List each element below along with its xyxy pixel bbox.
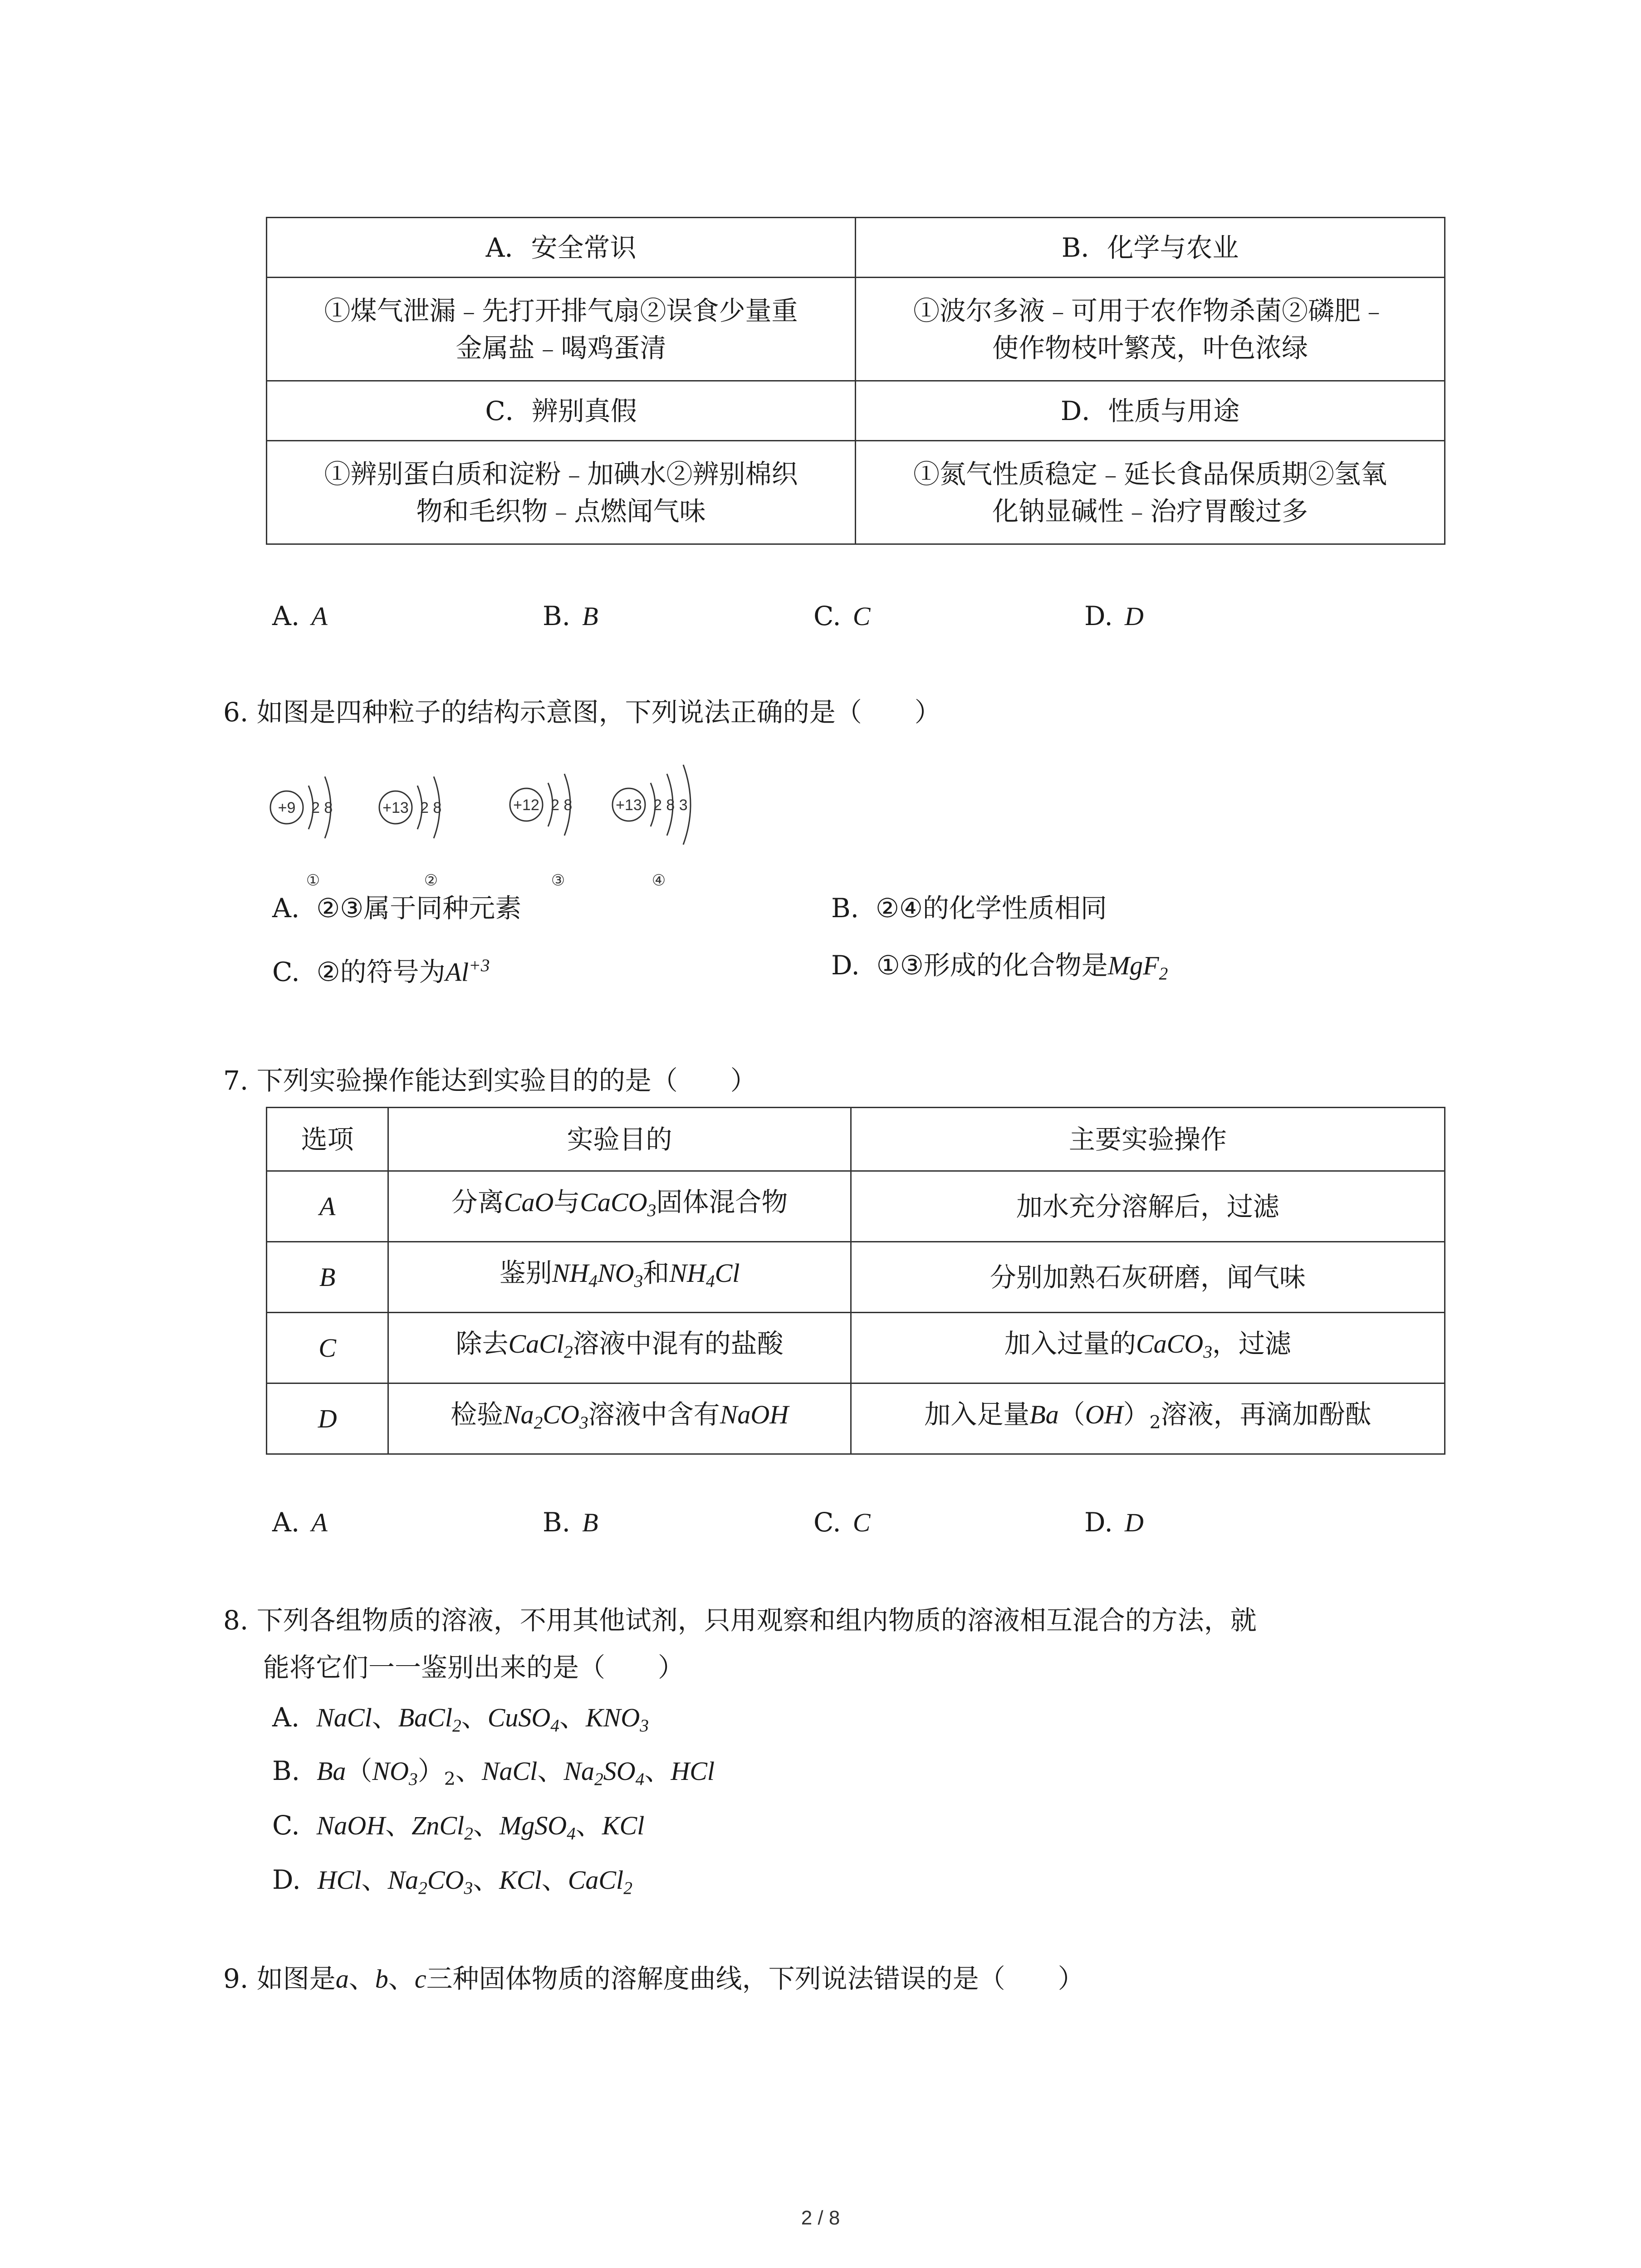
q8-stem-line-2: 能将它们一一鉴别出来的是（ ） <box>263 1652 685 1683</box>
q8-stem-line-1: 8. 下列各组物质的溶液，不用其他试剂，只用观察和组内物质的溶液相互混合的方法，就 <box>223 1605 1257 1636</box>
q8-option-c[interactable]: C. NaOH、ZnCl$_2$、MgSO$_4$、KCl <box>272 1810 645 1844</box>
svg-text:2 8: 2 8 <box>311 799 333 816</box>
marker-1: ① <box>306 872 320 889</box>
q5-cell-a-head: A．安全常识 <box>267 218 856 278</box>
q7-row-c-operation: 加入过量的CaCO$_3$，过滤 <box>851 1313 1445 1383</box>
q7-row-a-purpose: 分离CaO与CaCO$_3$固体混合物 <box>388 1171 851 1242</box>
q5-table <box>266 217 1445 545</box>
q7-row-b-purpose: 鉴别$NH_4NO_3$和$NH_4Cl$ <box>388 1242 851 1313</box>
particle-4 <box>612 765 691 845</box>
q5-cell-c-head: C．辨别真假 <box>267 381 856 441</box>
q5-option-a[interactable]: A. A <box>272 601 328 631</box>
q5-option-d[interactable]: D. D <box>1084 601 1144 631</box>
q6-option-b[interactable]: B. ②④的化学性质相同 <box>831 893 1107 924</box>
q6-option-c[interactable]: C. ②的符号为$Al^{+3}$ <box>272 955 490 987</box>
svg-text:+13: +13 <box>616 797 642 814</box>
page-number: 2 / 8 <box>801 2207 840 2229</box>
q5-cell-d-head: D．性质与用途 <box>856 381 1445 441</box>
q7-stem: 7. 下列实验操作能达到实验目的的是（ ） <box>223 1065 757 1096</box>
svg-text:2 8: 2 8 <box>420 799 442 816</box>
q7-option-c[interactable]: C. C <box>813 1507 871 1538</box>
q5-cell-d-body: ①氮气性质稳定﹣延长食品保质期②氢氧 化钠显碱性﹣治疗胃酸过多 <box>856 441 1445 544</box>
table-row: C 除去CaCl$_2$溶液中混有的盐酸 加入过量的CaCO$_3$，过滤 <box>267 1313 1445 1383</box>
q8-option-b[interactable]: B. $Ba(NO_3)_2$、NaCl、$Na_2SO_4$、HCl <box>272 1755 715 1790</box>
q7-table <box>266 1107 1445 1455</box>
marker-2: ② <box>424 872 438 889</box>
q5-cell-b-head: B．化学与农业 <box>856 218 1445 278</box>
particle-3 <box>510 774 572 836</box>
q6-option-a[interactable]: A. ②③属于同种元素 <box>272 893 522 924</box>
q8-option-d[interactable]: D. HCl、$Na_2CO_3$、KCl、CaCl$_2$ <box>272 1864 632 1898</box>
svg-text:2 8: 2 8 <box>551 797 573 814</box>
svg-text:+12: +12 <box>513 797 539 814</box>
q7-header-option: 选项 <box>267 1108 388 1171</box>
q7-header-operation: 主要实验操作 <box>851 1108 1445 1171</box>
q7-row-d-operation: 加入足量$Ba(OH)_2$溶液，再滴加酚酞 <box>851 1383 1445 1454</box>
q6-particle-diagram <box>263 744 717 898</box>
q7-option-d[interactable]: D. D <box>1084 1507 1144 1538</box>
marker-3: ③ <box>551 872 565 889</box>
particle-1 <box>270 777 333 838</box>
q8-option-a[interactable]: A. NaCl、BaCl$_2$、CuSO$_4$、$KNO_3$ <box>272 1702 649 1736</box>
marker-4: ④ <box>652 872 666 889</box>
q7-header-purpose: 实验目的 <box>388 1108 851 1171</box>
svg-text:+13: +13 <box>382 799 409 816</box>
q7-row-c-purpose: 除去CaCl$_2$溶液中混有的盐酸 <box>388 1313 851 1383</box>
q7-option-b[interactable]: B. B <box>543 1507 598 1538</box>
table-row: A 分离CaO与CaCO$_3$固体混合物 加水充分溶解后，过滤 <box>267 1171 1445 1242</box>
q5-option-b[interactable]: B. B <box>543 601 598 631</box>
particle-2 <box>379 777 441 838</box>
q7-row-d-purpose: 检验$Na_2CO_3$溶液中含有NaOH <box>388 1383 851 1454</box>
q6-stem: 6. 如图是四种粒子的结构示意图，下列说法正确的是（ ） <box>223 697 941 728</box>
table-row: D 检验$Na_2CO_3$溶液中含有NaOH 加入足量$Ba(OH)_2$溶液，再滴加酚酞 <box>267 1383 1445 1454</box>
q5-cell-a-body: ①煤气泄漏﹣先打开排气扇②误食少量重 金属盐﹣喝鸡蛋清 <box>267 278 856 381</box>
svg-text:2 8 3: 2 8 3 <box>653 797 688 814</box>
q5-cell-c-body: ①辨别蛋白质和淀粉﹣加碘水②辨别棉织 物和毛织物﹣点燃闻气味 <box>267 441 856 544</box>
table-row: B 鉴别$NH_4NO_3$和$NH_4Cl$ 分别加熟石灰研磨，闻气味 <box>267 1242 1445 1313</box>
q9-stem: 9. 如图是a、b、c三种固体物质的溶解度曲线，下列说法错误的是（ ） <box>223 1963 1084 1994</box>
svg-text:+9: +9 <box>278 799 296 816</box>
q5-option-c[interactable]: C. C <box>813 601 871 631</box>
q7-option-a[interactable]: A. A <box>272 1507 328 1538</box>
q6-option-d[interactable]: D. ①③形成的化合物是MgF$_2$ <box>831 950 1168 984</box>
q5-cell-b-body: ①波尔多液﹣可用于农作物杀菌②磷肥﹣ 使作物枝叶繁茂，叶色浓绿 <box>856 278 1445 381</box>
